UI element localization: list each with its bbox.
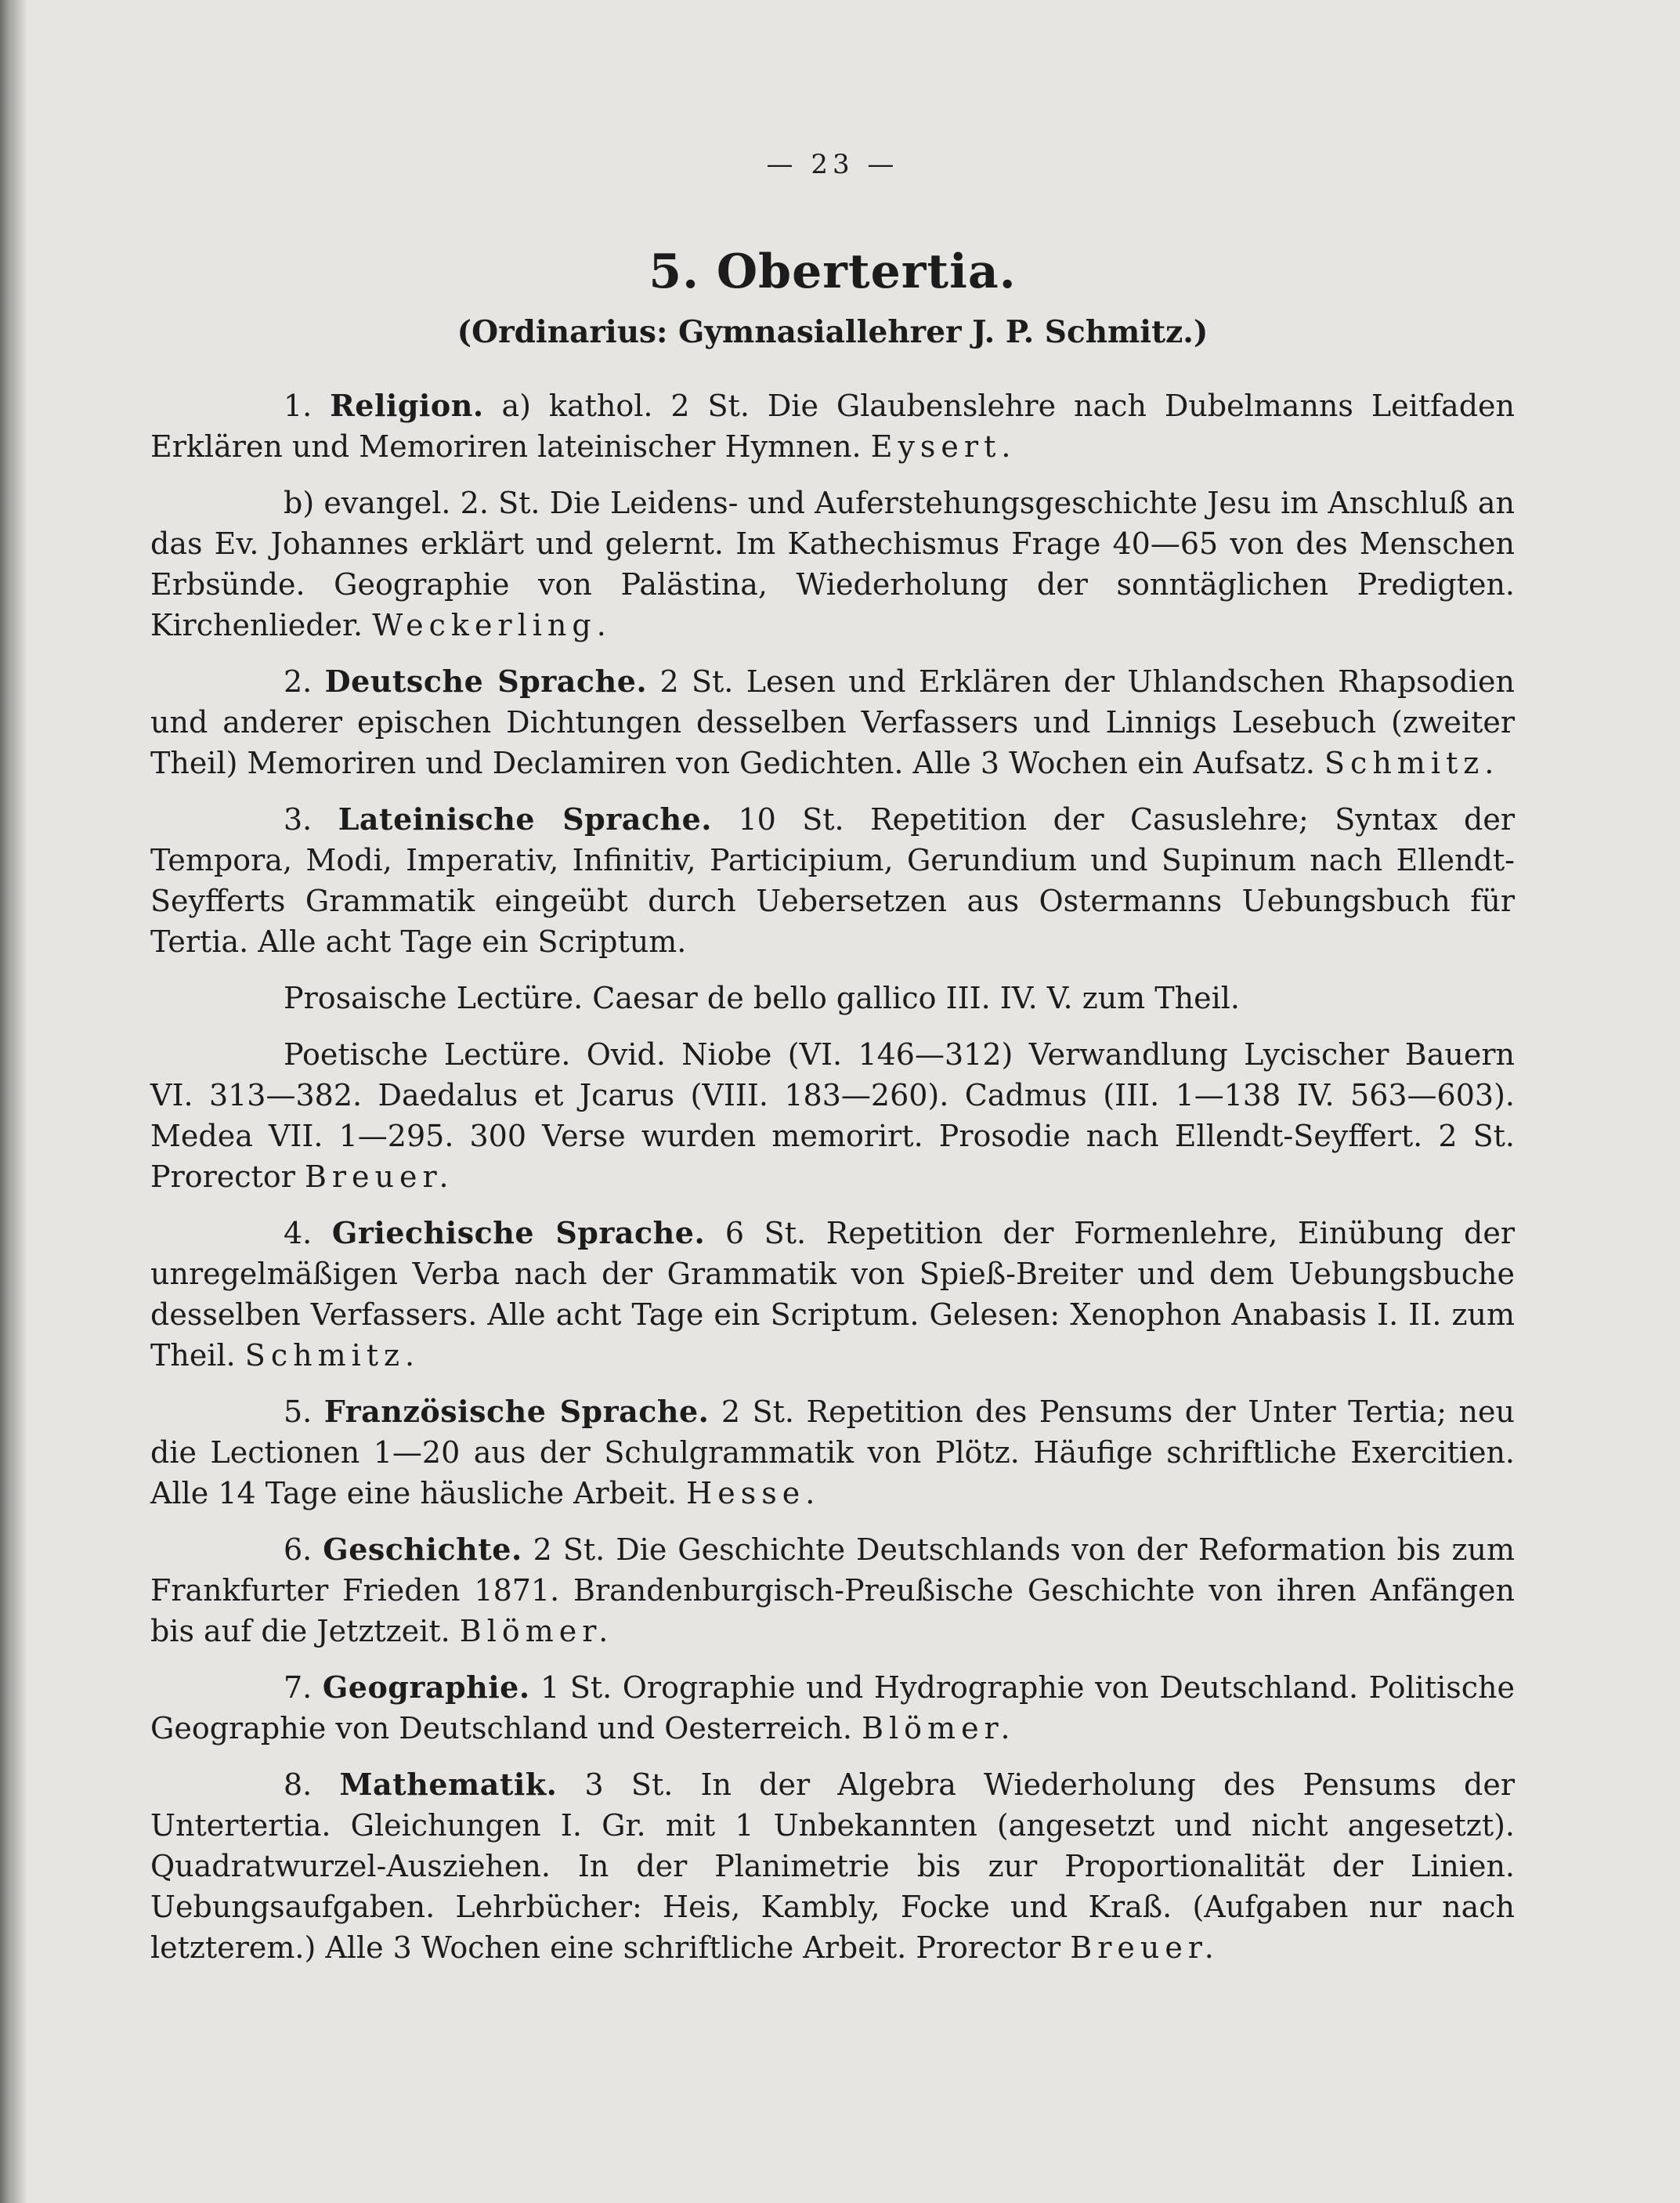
subject-number: 1. (284, 389, 313, 423)
subject-text: 2 St. Repetition des Pensums der Unter Tertia; neu die Lectionen 1—20 aus der Schulgrammatik von Plötz. Häufige schriftliche Exercitien. Alle 14 Tage eine häusliche Arbeit. (150, 1395, 1515, 1510)
subject-name: Religion. (330, 388, 484, 423)
subject-name: Französische Sprache. (323, 1394, 710, 1429)
subject-number: 2. (284, 664, 313, 699)
subject-number: 3. (284, 802, 313, 837)
subject-text: 10 St. Repetition der Casuslehre; Syntax der Tempora, Modi, Imperativ, Infinitiv, Participium, Gerundium und Supinum nach Ellendt-Seyfferts Grammatik eingeübt durch Uebersetzen aus Ostermanns Uebungsbuch für Tertia. Alle acht Tage ein Scriptum. (150, 802, 1515, 959)
subject-text: 6 St. Repetition der Formenlehre, Einübung der unregelmäßigen Verba nach der Grammatik von Spieß-Breiter und dem Uebungsbuche desselben Verfassers. Alle acht Tage ein Scriptum. Gelesen: Xenophon Anabasis I. II. zum Theil. (150, 1216, 1515, 1373)
subject-text: 1 St. Orographie und Hydrographie von Deutschland. Politische Geographie von Deutschland und Oesterreich. (150, 1670, 1515, 1745)
teacher-name: Weckerling. (372, 608, 612, 642)
subject-latin-poetry (150, 1034, 1515, 1197)
subject-text: Poetische Lectüre. Ovid. Niobe (VI. 146—312) Verwandlung Lycischer Bauern VI. 313—382. Daedalus et Jcarus (VIII. 183—260). Cadmus (III. 1—138 IV. 563—603). Medea VII. 1—295. 300 Verse wurden memorirt. Prosodie nach Ellendt-Seyffert. 2 St. Prorector (150, 1037, 1515, 1194)
subject-text: b) evangel. 2. St. Die Leidens- und Auferstehungsgeschichte Jesu im Anschluß an das Ev. Johannes erklärt und gelernt. Im Kathechismus Frage 40—65 von des Menschen Erbsünde. Geographie von Palästina, Wiederholung der sonntäglichen Predigten. Kirchenlieder. (150, 486, 1515, 642)
teacher-name: Eysert. (870, 429, 1017, 464)
page-binding-edge (0, 0, 27, 2203)
teacher-name: Breuer. (304, 1159, 454, 1194)
subject-french (150, 1391, 1515, 1514)
subject-greek (150, 1213, 1515, 1376)
subject-religion-catholic (150, 385, 1515, 467)
subject-text: 2 St. Lesen und Erklären der Uhlandschen Rhapsodien und anderer epischen Dichtungen desselben Verfassers und Linnigs Lesebuch (zweiter Theil) Memoriren und Declamiren von Gedichten. Alle 3 Wochen ein Aufsatz. (150, 664, 1515, 780)
teacher-name: Breuer. (1070, 1930, 1219, 1965)
subject-latin (150, 799, 1515, 962)
subject-number: 6. (284, 1532, 313, 1567)
subject-number: 4. (284, 1216, 313, 1250)
subject-religion-protestant (150, 483, 1515, 646)
page-number: — 23 — (766, 149, 899, 180)
subject-german (150, 661, 1515, 783)
subject-text: Prosaische Lectüre. Caesar de bello gallico III. IV. V. zum Theil. (284, 981, 1240, 1015)
subject-number: 5. (284, 1395, 313, 1429)
page-content (150, 149, 1515, 1984)
subject-history (150, 1529, 1515, 1651)
subject-name: Geographie. (322, 1669, 530, 1705)
teacher-name: Schmitz. (1324, 746, 1500, 780)
subject-number: 7. (284, 1670, 313, 1705)
teacher-name: Schmitz. (244, 1338, 421, 1373)
subject-geography (150, 1667, 1515, 1749)
subject-name: Deutsche Sprache. (324, 664, 648, 699)
subject-name: Geschichte. (323, 1532, 522, 1567)
subject-mathematics (150, 1764, 1515, 1968)
teacher-name: Hesse. (686, 1476, 821, 1510)
subject-name: Mathematik. (339, 1767, 558, 1802)
ordinarius-line: (Ordinarius: Gymnasiallehrer J. P. Schmitz.) (457, 314, 1209, 350)
subject-number: 8. (284, 1767, 313, 1802)
subject-name: Lateinische Sprache. (338, 801, 713, 837)
subject-text: 2 St. Die Geschichte Deutschlands von der Reformation bis zum Frankfurter Frieden 1871. Brandenburgisch-Preußische Geschichte von ihren Anfängen bis auf die Jetztzeit. (150, 1532, 1515, 1648)
subject-text: 3 St. In der Algebra Wiederholung des Pensums der Untertertia. Gleichungen I. Gr. mit 1 Unbekannten (angesetzt und nicht angesetzt). Quadratwurzel-Ausziehen. In der Planimetrie bis zur Proportionalität der Linien. Uebungsaufgaben. Lehrbücher: Heis, Kambly, Focke und Kraß. (Aufgaben nur nach letzterem.) Alle 3 Wochen eine schriftliche Arbeit. Prorector (150, 1767, 1515, 1965)
subject-latin-prose (150, 978, 1515, 1018)
section-title: 5. Obertertia. (649, 244, 1017, 299)
teacher-name: Blömer. (459, 1614, 614, 1648)
subject-name: Griechische Sprache. (331, 1215, 706, 1250)
subject-text: a) kathol. 2 St. Die Glaubenslehre nach Dubelmanns Leitfaden Erklären und Memoriren lateinischer Hymnen. (150, 389, 1515, 464)
teacher-name: Blömer. (862, 1711, 1016, 1745)
